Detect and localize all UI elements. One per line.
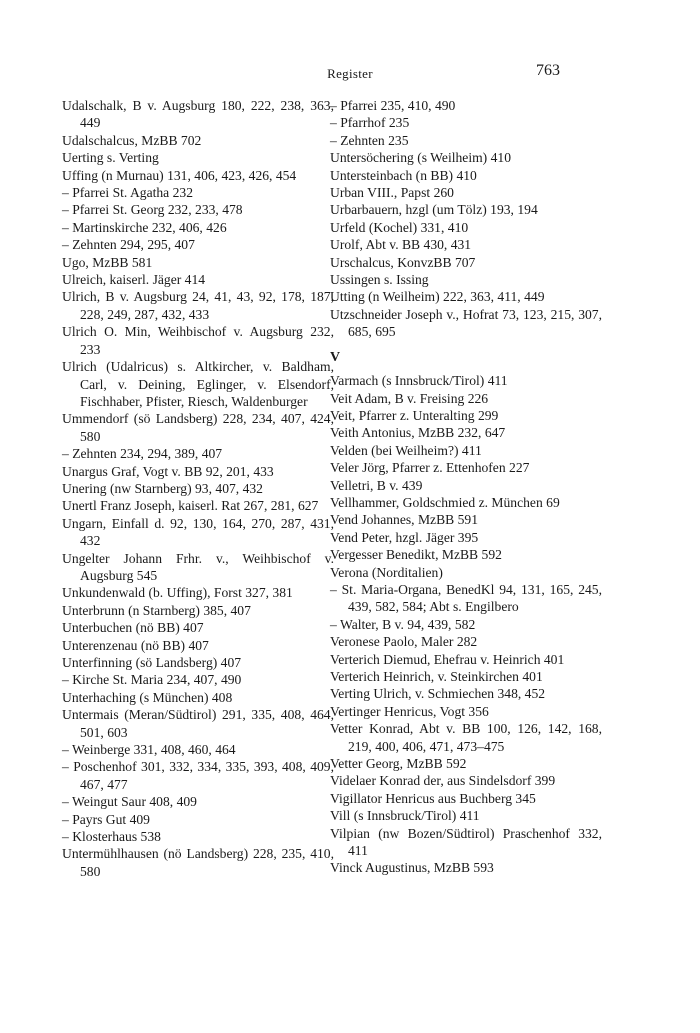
index-entry: Vinck Augustinus, MzBB 593	[330, 860, 494, 876]
index-entry: Urschalcus, KonvzBB 707	[330, 254, 476, 270]
index-entry: Urfeld (Kochel) 331, 410	[330, 219, 469, 235]
index-entry: Untersöchering (s Weilheim) 410	[330, 150, 511, 166]
index-entry: Untermais (Meran/Südtirol) 291, 335, 408, 464, 501, 603	[62, 707, 334, 740]
index-entry: – Zehnten 294, 295, 407	[62, 237, 195, 253]
index-entry: Veit Adam, B v. Freising 226	[330, 390, 489, 406]
index-entry: Unterbrunn (n Starnberg) 385, 407	[62, 602, 251, 618]
index-entry: Veler Jörg, Pfarrer z. Ettenhofen 227	[330, 460, 530, 476]
index-entry: Velden (bei Weilheim?) 411	[330, 442, 482, 458]
index-entry: Untersteinbach (n BB) 410	[330, 167, 477, 183]
index-entry: Vellhammer, Goldschmied z. München 69	[330, 494, 560, 510]
index-entry: – Pfarrhof 235	[330, 115, 410, 131]
index-entry: Varmach (s Innsbruck/Tirol) 411	[330, 373, 508, 389]
index-entry: Verterich Heinrich, v. Steinkirchen 401	[330, 669, 543, 684]
index-entry: Vend Peter, hzgl. Jäger 395	[330, 529, 479, 545]
left-column	[62, 97, 334, 880]
index-entry: Unering (nw Starnberg) 93, 407, 432	[62, 480, 263, 496]
index-entry: Verona (Norditalien)	[330, 564, 443, 580]
index-entry: – St. Maria-Organa, BenedKl 94, 131, 165, 245, 439, 582, 584; Abt s. Engilbero	[330, 581, 602, 615]
index-entry: Veit, Pfarrer z. Unteralting 299	[330, 407, 499, 423]
index-entry: – Poschenhof 301, 332, 334, 335, 393, 408, 409, 467, 477	[62, 759, 334, 792]
index-entry: – Payrs Gut 409	[62, 811, 150, 827]
index-entry: Unterfinning (sö Landsberg) 407	[62, 655, 242, 670]
index-entry: Unterenzenau (nö BB) 407	[62, 637, 209, 653]
index-entry: Ulrich (Udalricus) s. Altkircher, v. Baldham, Carl, v. Deining, Eglinger, v. Elsendorf, Fischhaber, Pfister, Riesch, Waldenburger	[62, 359, 334, 409]
index-entry: Ungarn, Einfall d. 92, 130, 164, 270, 287, 431, 432	[62, 515, 334, 549]
running-head: Register	[327, 66, 373, 81]
index-entry: Videlaer Konrad der, aus Sindelsdorf 399	[330, 773, 556, 789]
index-entry: Udalschalcus, MzBB 702	[62, 132, 202, 148]
index-entry: Udalschalk, B v. Augsburg 180, 222, 238, 363, 449	[62, 98, 334, 131]
index-entry: Ungelter Johann Frhr. v., Weihbischof v. Augsburg 545	[62, 550, 334, 583]
index-entry: Utzschneider Joseph v., Hofrat 73, 123, 215, 307, 685, 695	[330, 306, 602, 340]
index-entry: Unkundenwald (b. Uffing), Forst 327, 381	[62, 585, 293, 601]
index-entry: Ussingen s. Issing	[330, 272, 429, 288]
right-column	[330, 97, 602, 877]
index-entry: Vetter Georg, MzBB 592	[330, 756, 467, 772]
index-entry: Ulrich, B v. Augsburg 24, 41, 43, 92, 178, 187, 228, 249, 287, 432, 433	[62, 289, 334, 322]
index-entry: – Kirche St. Maria 234, 407, 490	[62, 672, 242, 688]
index-entry: – Walter, B v. 94, 439, 582	[330, 616, 476, 632]
index-entry: Unargus Graf, Vogt v. BB 92, 201, 433	[62, 463, 274, 479]
index-entry: – Zehnten 234, 294, 389, 407	[62, 446, 223, 462]
index-entry: Uerting s. Verting	[62, 150, 159, 166]
index-entry: – Pfarrei St. Agatha 232	[62, 185, 194, 201]
index-entry: – Pfarrei St. Georg 232, 233, 478	[62, 202, 243, 218]
index-entry: Veronese Paolo, Maler 282	[330, 634, 478, 650]
index-entry: Vend Johannes, MzBB 591	[330, 512, 479, 528]
index-entry: – Weingut Saur 408, 409	[62, 794, 197, 810]
index-entry: Unterhaching (s München) 408	[62, 689, 233, 705]
index-entry: Verterich Diemud, Ehefrau v. Heinrich 401	[330, 651, 565, 667]
index-entry: Vigillator Henricus aus Buchberg 345	[330, 790, 536, 806]
index-entry: – Pfarrei 235, 410, 490	[330, 98, 456, 113]
page-number: 763	[536, 62, 560, 79]
index-entry: Verting Ulrich, v. Schmiechen 348, 452	[330, 686, 546, 702]
index-entry: – Klosterhaus 538	[62, 829, 161, 845]
index-entry: Veith Antonius, MzBB 232, 647	[330, 425, 506, 441]
index-entry: Vill (s Innsbruck/Tirol) 411	[330, 808, 480, 824]
index-entry: Urban VIII., Papst 260	[330, 185, 454, 201]
index-entry: Vergesser Benedikt, MzBB 592	[330, 547, 502, 563]
index-entry: Unertl Franz Joseph, kaiserl. Rat 267, 281, 627	[62, 498, 319, 514]
index-entry: Vetter Konrad, Abt v. BB 100, 126, 142, 168, 219, 400, 406, 471, 473–475	[330, 721, 602, 754]
index-entry: Uffing (n Murnau) 131, 406, 423, 426, 454	[62, 167, 297, 183]
index-entry: Utting (n Weilheim) 222, 363, 411, 449	[330, 289, 545, 305]
index-entry: Untermühlhausen (nö Landsberg) 228, 235, 410, 580	[62, 846, 334, 879]
section-letter: V	[330, 349, 341, 365]
index-entry: – Martinskirche 232, 406, 426	[62, 219, 227, 235]
index-entry: Urbarbauern, hzgl (um Tölz) 193, 194	[330, 202, 538, 218]
index-entry: Unterbuchen (nö BB) 407	[62, 620, 204, 636]
index-entry: Ulreich, kaiserl. Jäger 414	[62, 272, 206, 288]
index-entry: – Zehnten 235	[330, 132, 409, 148]
index-entry: Ummendorf (sö Landsberg) 228, 234, 407, 424, 580	[62, 411, 334, 444]
index-entry: Urolf, Abt v. BB 430, 431	[330, 237, 472, 253]
index-entry: Vilpian (nw Bozen/Südtirol) Praschenhof 332, 411	[330, 825, 602, 859]
index-entry: Velletri, B v. 439	[330, 477, 423, 493]
index-entry: Ugo, MzBB 581	[62, 254, 153, 270]
index-entry: Vertinger Henricus, Vogt 356	[330, 703, 489, 719]
index-entry: – Weinberge 331, 408, 460, 464	[62, 742, 236, 758]
index-entry: Ulrich O. Min, Weihbischof v. Augsburg 232, 233	[62, 324, 334, 357]
